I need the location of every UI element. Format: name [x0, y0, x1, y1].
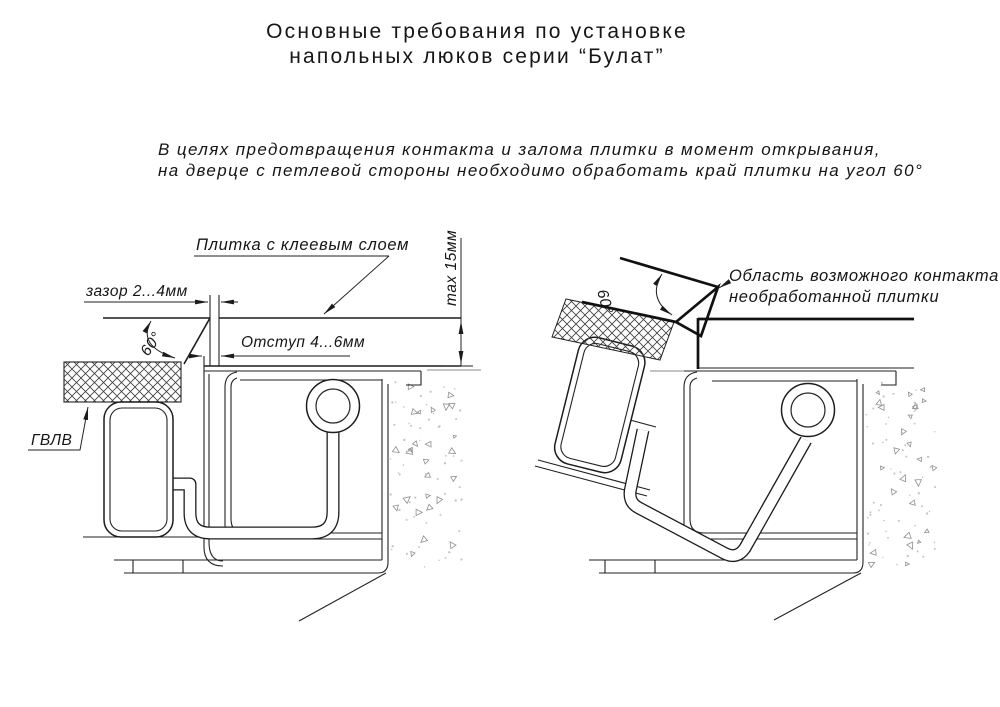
- concrete-dot: [459, 409, 461, 411]
- concrete-triangle: [425, 504, 433, 512]
- concrete-dot: [419, 440, 420, 441]
- concrete-dot: [869, 542, 871, 544]
- concrete-triangle: [423, 458, 429, 464]
- concrete-triangle: [868, 560, 876, 568]
- concrete-triangle: [893, 448, 900, 455]
- concrete-dot: [433, 413, 434, 414]
- concrete-dot: [445, 455, 447, 457]
- title-block: [266, 20, 688, 68]
- concrete-triangle: [434, 497, 442, 505]
- concrete-triangle: [449, 448, 457, 456]
- concrete-triangle: [876, 399, 883, 406]
- page-title-line2: напольных люков серии “Булат”: [289, 45, 665, 68]
- concrete-dot: [910, 417, 912, 419]
- concrete-triangle: [880, 466, 884, 470]
- concrete-dot: [403, 439, 405, 441]
- concrete-triangle: [924, 529, 929, 534]
- concrete-dot: [428, 419, 430, 421]
- concrete-dot: [887, 537, 889, 539]
- concrete-dot: [882, 442, 884, 444]
- label-tile-leader: [324, 256, 389, 314]
- concrete-triangle: [424, 472, 431, 479]
- ground-break-line-r: [774, 573, 861, 620]
- concrete-texture-left: [390, 381, 463, 567]
- page-title-line1: Основные требования по установке: [266, 20, 688, 43]
- concrete-triangle: [403, 494, 412, 503]
- concrete-dot: [459, 486, 461, 488]
- concrete-dot: [455, 418, 457, 420]
- concrete-dot: [914, 410, 916, 412]
- foot-pad-r: [605, 560, 655, 573]
- label-angle-left: 60°: [137, 329, 166, 360]
- label-gvl: ГВЛВ: [31, 432, 73, 449]
- concrete-triangle: [920, 388, 924, 392]
- concrete-dot: [455, 499, 457, 501]
- concrete-dot: [892, 393, 894, 395]
- concrete-dot: [403, 464, 405, 466]
- tilted-tile-top-bold: [620, 258, 718, 287]
- concrete-triangle: [448, 392, 454, 398]
- concrete-dot: [425, 473, 427, 475]
- concrete-dot: [430, 391, 432, 393]
- concrete-dot: [898, 520, 900, 522]
- concrete-dot: [426, 522, 428, 524]
- concrete-dot: [883, 520, 885, 522]
- concrete-dot: [430, 446, 432, 448]
- concrete-dot: [902, 449, 904, 451]
- concrete-dot: [921, 505, 923, 507]
- concrete-dot: [406, 553, 408, 555]
- concrete-dot: [426, 404, 428, 406]
- concrete-dot: [905, 456, 907, 458]
- concrete-dot: [922, 476, 924, 478]
- hinge-arm: [172, 430, 333, 533]
- concrete-dot: [883, 395, 885, 397]
- concrete-triangle: [425, 441, 431, 447]
- label-angle-right: 60°: [593, 287, 617, 317]
- concrete-dot: [907, 555, 909, 557]
- concrete-triangle: [907, 391, 912, 396]
- label-offset: Отступ 4...6мм: [241, 334, 366, 351]
- concrete-dot: [458, 530, 460, 532]
- concrete-triangle: [900, 474, 908, 482]
- gvl-board-hatched: [64, 362, 181, 402]
- concrete-dot: [885, 531, 887, 533]
- concrete-dot: [409, 501, 411, 503]
- concrete-dot: [902, 432, 903, 433]
- concrete-dot: [398, 472, 399, 473]
- concrete-dot: [882, 557, 883, 558]
- note-line1: В целях предотвращения контакта и залома плитки в момент открывания,: [158, 140, 881, 159]
- concrete-dot: [395, 401, 396, 402]
- concrete-dot: [914, 402, 916, 404]
- concrete-dot: [909, 494, 911, 496]
- concrete-triangle: [409, 551, 415, 557]
- arm-bracket-r: [630, 420, 656, 427]
- concrete-dot: [866, 414, 868, 416]
- concrete-dot: [899, 471, 901, 473]
- concrete-dot: [867, 532, 869, 534]
- concrete-dot: [448, 551, 450, 553]
- concrete-triangle: [429, 406, 435, 412]
- concrete-triangle: [870, 550, 876, 556]
- concrete-dot: [420, 395, 422, 397]
- concrete-dot: [872, 442, 874, 444]
- concrete-dot: [408, 423, 410, 425]
- tile-bevel-60deg: [184, 318, 210, 364]
- concrete-triangle: [907, 542, 916, 551]
- concrete-triangle: [906, 562, 910, 566]
- concrete-dot: [868, 544, 869, 545]
- concrete-dot: [410, 425, 412, 427]
- concrete-triangle: [448, 540, 456, 548]
- foot-pad: [133, 560, 183, 573]
- label-contact-line1: Область возможного контакта: [729, 267, 1000, 285]
- label-contact-line2: необработанной плитки: [729, 288, 940, 306]
- concrete-dot: [869, 511, 871, 513]
- concrete-dot: [443, 386, 445, 388]
- hinge-pin-inner: [316, 389, 350, 423]
- concrete-dot: [934, 548, 936, 550]
- concrete-dot: [406, 519, 408, 521]
- concrete-dot: [880, 504, 882, 506]
- concrete-dot: [445, 557, 447, 559]
- concrete-dot: [878, 510, 880, 512]
- concrete-dot: [914, 423, 916, 425]
- label-tile-adhesive: Плитка с клеевым слоем: [196, 236, 410, 254]
- concrete-dot: [872, 408, 874, 410]
- concrete-dot: [393, 424, 395, 426]
- concrete-dot: [930, 466, 932, 468]
- open-hatch-section: [535, 258, 999, 620]
- concrete-dot: [885, 439, 887, 441]
- concrete-dot: [437, 478, 439, 480]
- frame-flange-r: [684, 371, 896, 385]
- concrete-dot: [885, 423, 887, 425]
- ground-break-line: [299, 573, 386, 621]
- concrete-triangle: [889, 487, 897, 495]
- concrete-triangle: [915, 480, 922, 487]
- hinge-pin-inner-r: [791, 393, 825, 427]
- concrete-dot: [934, 431, 935, 432]
- concrete-dot: [867, 517, 869, 519]
- angle-arc-right: [656, 274, 672, 315]
- concrete-dot: [922, 556, 924, 558]
- concrete-dot: [915, 389, 917, 391]
- concrete-triangle: [907, 442, 912, 447]
- concrete-triangle: [416, 509, 422, 515]
- concrete-dot: [413, 516, 415, 518]
- concrete-dot: [444, 493, 446, 495]
- bottom-flange-bottom-r: [599, 562, 863, 573]
- concrete-dot: [454, 388, 456, 390]
- concrete-triangle: [876, 391, 881, 396]
- concrete-dot: [453, 455, 455, 457]
- concrete-triangle: [903, 532, 911, 540]
- concrete-dot: [927, 456, 929, 458]
- concrete-dot: [904, 444, 906, 446]
- concrete-dot: [918, 492, 920, 494]
- concrete-dot: [394, 381, 396, 383]
- concrete-dot: [390, 458, 391, 459]
- concrete-dot: [934, 542, 936, 544]
- concrete-triangle: [447, 401, 455, 409]
- label-gap: зазор 2...4мм: [86, 283, 188, 300]
- concrete-dot: [398, 509, 400, 511]
- concrete-triangle: [412, 441, 419, 448]
- concrete-dot: [438, 426, 440, 428]
- hinge-arm-fill-r: [630, 430, 806, 556]
- concrete-dot: [914, 525, 916, 527]
- concrete-triangle: [392, 447, 401, 456]
- concrete-triangle: [451, 474, 458, 481]
- concrete-dot: [890, 468, 891, 469]
- concrete-triangle: [909, 500, 915, 506]
- concrete-dot: [391, 401, 393, 403]
- concrete-dot: [418, 546, 420, 548]
- concrete-dot: [406, 450, 408, 452]
- concrete-dot: [460, 498, 462, 500]
- concrete-dot: [403, 406, 405, 408]
- concrete-dot: [926, 512, 928, 514]
- concrete-dot: [929, 511, 930, 512]
- concrete-dot: [390, 493, 392, 495]
- label-max-height: max 15мм: [443, 229, 460, 306]
- concrete-dot: [881, 382, 883, 384]
- concrete-dot: [438, 560, 439, 561]
- concrete-dot: [444, 462, 446, 464]
- concrete-triangle: [419, 536, 428, 545]
- door-tube-outer: [104, 402, 173, 537]
- concrete-dot: [461, 460, 463, 462]
- concrete-dot: [414, 497, 416, 499]
- concrete-dot: [873, 502, 875, 504]
- concrete-triangle: [453, 435, 457, 439]
- concrete-dot: [934, 486, 936, 488]
- bottom-flange-bottom: [124, 562, 388, 573]
- note-line2: на дверце с петлевой стороны необходимо обработать край плитки на угол 60°: [158, 161, 924, 180]
- concrete-dot: [896, 564, 898, 566]
- concrete-dot: [917, 550, 919, 552]
- concrete-dot: [866, 426, 868, 428]
- concrete-triangle: [922, 399, 926, 403]
- concrete-dot: [460, 558, 462, 560]
- concrete-dot: [888, 417, 890, 419]
- concrete-triangle: [443, 404, 450, 411]
- concrete-triangle: [917, 457, 922, 462]
- concrete-dot: [893, 473, 895, 475]
- concrete-dot: [869, 514, 871, 516]
- concrete-dot: [419, 427, 421, 429]
- concrete-dot: [391, 549, 393, 551]
- concrete-dot: [399, 474, 401, 476]
- concrete-dot: [392, 545, 394, 547]
- note-block: [158, 140, 923, 180]
- concrete-texture-right: [866, 382, 937, 568]
- concrete-triangle: [916, 540, 920, 544]
- concrete-dot: [440, 514, 442, 516]
- concrete-dot: [424, 566, 425, 567]
- closed-hatch-section: [28, 230, 481, 621]
- concrete-triangle: [426, 493, 431, 498]
- concrete-dot: [914, 404, 916, 406]
